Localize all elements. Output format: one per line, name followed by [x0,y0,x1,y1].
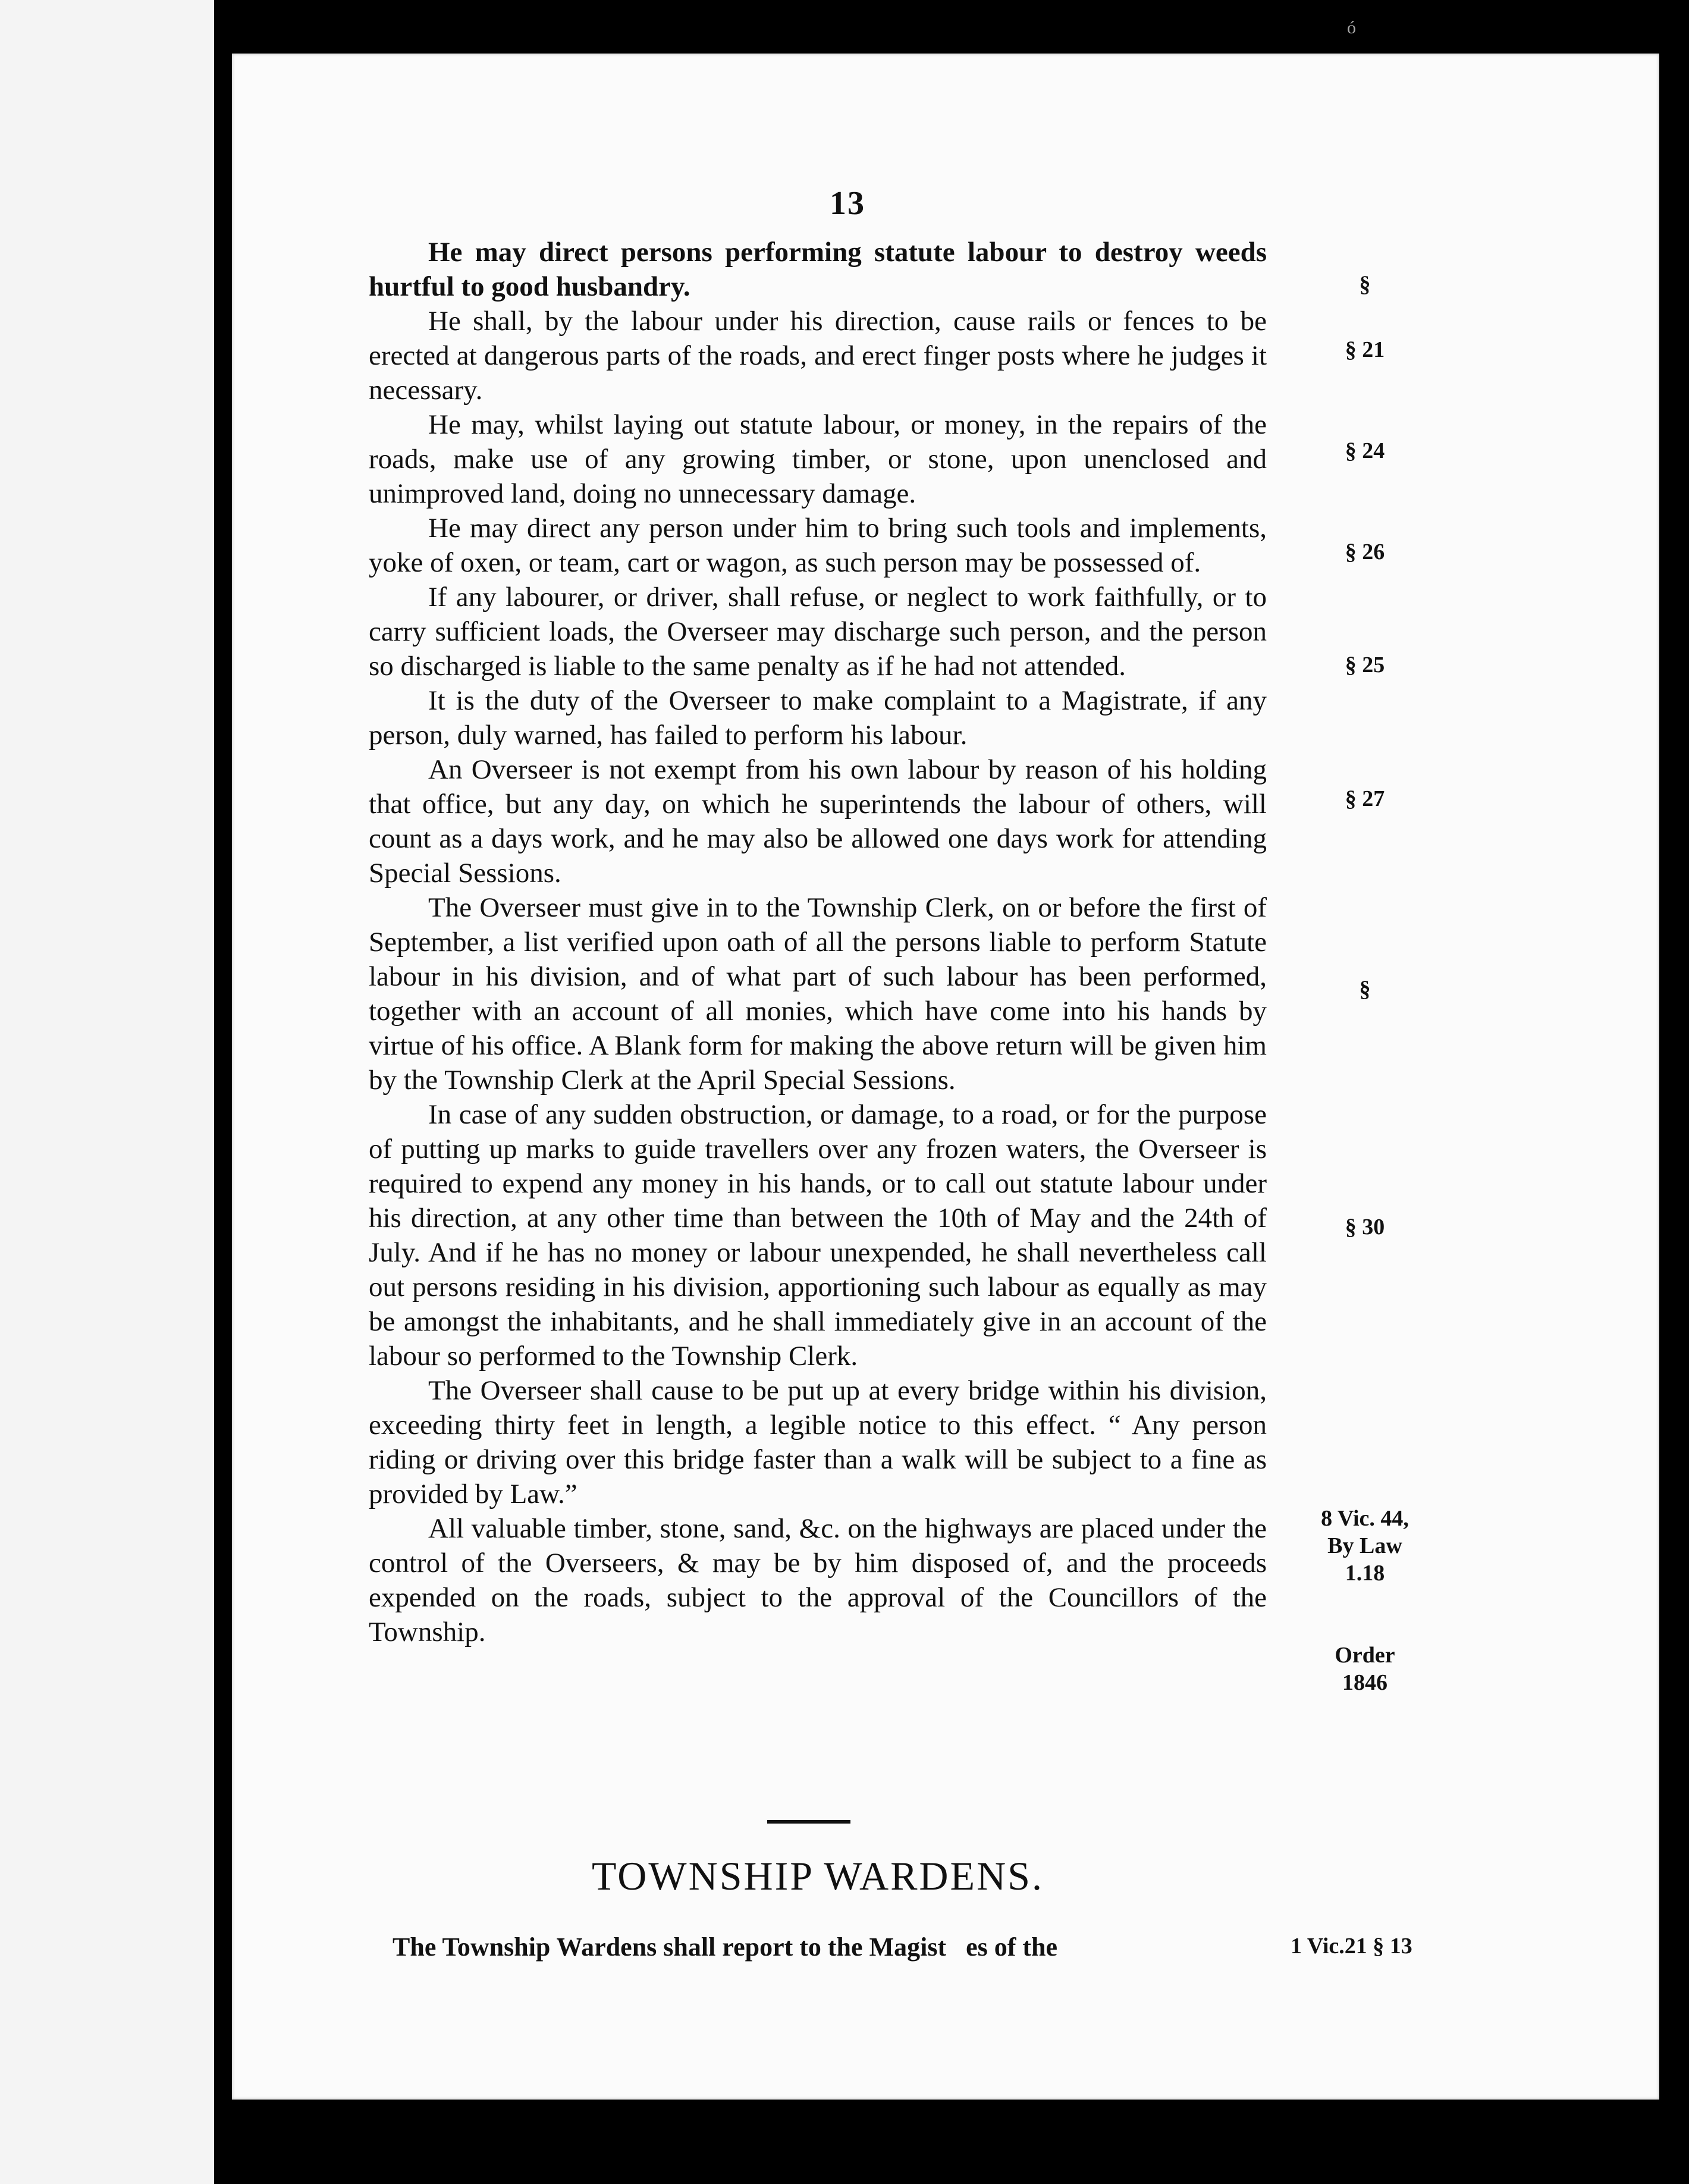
paragraph: He may, whilst laying out statute labour, or money, in the repairs of the roads, make use of any growing timber, or stone, upon unenclosed and unimproved land, doing no unnecessary damage. [369,409,1267,509]
paragraph: In case of any sudden obstruction, or damage, to a road, or for the purpose of putting up marks to guide travellers over any frozen waters, the Overseer is required to expend any money in his hands, or to call out statute labour under his direction, at any other time than between the 10th of May and the 24th of July. And if he has no money or labour unexpended, he shall nevertheless call out persons residing in his division, apportioning such labour as equally as may be amongst the inhabitants, and he shall immediately give in an account of the labour so performed to the Township Clerk. [369,1099,1267,1372]
paragraph: If any labourer, or driver, shall refuse, or neglect to work faithfully, or to carry sufficient loads, the Overseer may discharge such person, and the person so discharged is liable to the same penalty as if he had not attended. [369,582,1267,682]
margin-note: § 27 [1345,786,1385,811]
body-text [369,235,1267,1649]
paragraph: An Overseer is not exempt from his own labour by reason of his holding that office, but any day, on which he superintends the labour of others, will count as a days work, and he may also be allowed one days work for attending Special Sessions. [369,754,1267,889]
paragraph: He shall, by the labour under his direction, cause rails or fences to be erected at dangerous parts of the roads, and erect finger posts where he judges it necessary. [369,306,1267,406]
paragraph: The Overseer shall cause to be put up at every bridge within his division, exceeding thirty feet in length, a legible notice to this effect. “ Any person riding or driving over this bridge faster than a walk will be subject to a fine as provided by Law.” [369,1375,1267,1510]
margin-note: 1 Vic.21 § 13 [1291,1934,1412,1959]
paragraph: All valuable timber, stone, sand, &c. on the highways are placed under the control of the Overseers, & may be by him disposed of, and the proceeds expended on the roads, subject to the approval of the Councillors of the Township. [369,1513,1267,1648]
paragraph: He may direct any person under him to bring such tools and implements, yoke of oxen, or team, cart or wagon, as such person may be possessed of. [369,513,1267,578]
paragraph: It is the duty of the Overseer to make complaint to a Magistrate, if any person, duly warned, has failed to perform his labour. [369,685,1267,751]
margin-note: § 21 [1345,337,1385,362]
margin-note: § [1359,977,1371,1002]
margin-note: § 26 [1345,539,1385,564]
section-heading: TOWNSHIP WARDENS. [591,1853,1044,1899]
book-gutter [214,0,232,2184]
facing-page-edge [0,0,214,2184]
margin-note: § 30 [1345,1215,1385,1240]
paragraph: He may direct persons performing statute labour to destroy weeds hurtful to good husbandry. [369,237,1267,302]
margin-note: § 24 [1345,438,1385,463]
margin-note: § 25 [1345,652,1385,677]
paragraph: The Overseer must give in to the Township Clerk, on or before the first of September, a list verified upon oath of all the persons liable to perform Statute labour in his division, and of what part of such labour has been performed, together with an account of all monies, which have come into his hands by virtue of his office. A Blank form for making the above return will be given him by the Township Clerk at the April Special Sessions. [369,892,1267,1096]
continued-line: The Township Wardens shall report to the Magist es of the [393,1932,1058,1962]
page-number: 13 [830,185,865,222]
corner-mark: ó [1347,18,1356,37]
margin-note: 8 Vic. 44, By Law 1.18 [1321,1506,1409,1586]
margin-note: § [1359,272,1371,297]
section-rule [767,1820,850,1824]
margin-note: Order 1846 [1335,1643,1395,1695]
